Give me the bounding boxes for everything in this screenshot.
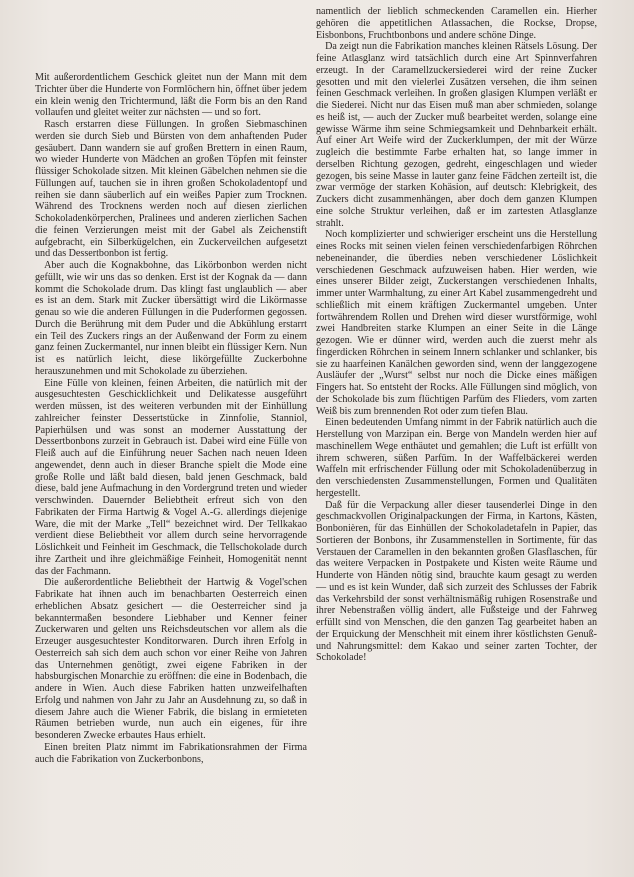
paragraph: Die außerordentliche Beliebtheit der Hartwig & Vogel'schen Fabrikate hat ihnen auch im benachbarten Oesterreich einen erheblichen Absatz gesichert — die Oesterreicher sind ja bekanntermaßen besondere Liebhaber und Kenner feiner Zuckerwaren und gelten uns Reichsdeutschen vor allem als die Erzeuger ausgesuchtester Konditorwaren. Durch ihren Erfolg in Oesterreich sah sich dem auch schon vor einer Reihe von Jahren das Unternehmen genötigt, zwei eigene Fabriken in der habsburgischen Monarchie zu eröffnen: die eine in Bodenbach, die andere in Wien. Auch diese Fabriken hatten unzweifelhaften Erfolg und nahmen von Jahr zu Jahr an Ausdehnung zu, so daß in diesem Jahre auch die Wiener Fabrik, die bislang in ermieteten Räumen betrieben wurde, nun auch ein eigenes, für ihre besonderen Zwecke erbautes Haus erhielt. (35, 577, 307, 741)
paragraph: namentlich der lieblich schmeckenden Caramellen ein. Hierher gehören die appetitlichen Atlassachen, die Rockse, Dropse, Eisbonbons, Fruchtbonbons und andere schöne Dinge. (316, 6, 597, 41)
text-column-right (316, 0, 597, 664)
paragraph: Mit außerordentlichem Geschick gleitet nun der Mann mit dem Trichter über die Hunderte von Formlöchern hin, öffnet über jedem ein klein wenig den Trichtermund, läßt die Form bis an den Rand vollaufen und gleitet weiter zur nächsten — und so fort. (35, 72, 307, 119)
paragraph: Eine Fülle von kleinen, feinen Arbeiten, die natürlich mit der ausgesuchtesten Geschicklichkeit und Delikatesse ausgeführt werden müssen, ist des weiteren verbunden mit der Einhüllung zahlreicher feinster Dessertstücke in Zinnfolie, Stanniol, Papierhülsen und was sonst an moderner Ausstattung der Dessertbonbons zurzeit in Gebrauch ist. Dabei wird eine Fülle von Fleiß auch auf die Einführung neuer Sachen nach neuen Ideen angewendet, denn auch in dieser Branche spielt die Mode eine große Rolle und läßt bald diesen, bald jenen Geschmack, bald diese, bald jene Aufmachung in den Vordergrund treten und wieder verschwinden. Dauernder Beliebtheit erfreut sich von den Fabrikaten der Firma Hartwig & Vogel A.-G. allerdings diejenige Ware, die mit der Marke „Tell“ bezeichnet wird. Der Tellkakao verdient diese Beliebtheit vor allem durch seine hervorragende Löslichkeit und Feinheit im Geschmack, die Tellschokolade durch ihre Zartheit und ihre gleichmäßige Feinheit, Homogenität nennt das der Fachmann. (35, 377, 307, 577)
paragraph: Rasch erstarren diese Füllungen. In großen Siebmaschinen werden sie durch Sieb und Bürsten von dem anhaftenden Puder gesäubert. Dann wandern sie auf großen Brettern in einen Raum, wo wieder Hunderte von Mädchen an großen Töpfen mit feinster flüssiger Schokolade sitzen. Mit kleinen Gäbelchen nehmen sie die Füllungen auf, tauchen sie in ihren großen Schokoladentopf und reihen sie dann säuberlich auf ein weißes Papier zum Trocknen. Während des Trocknens werden noch auf diesen zierlichen Schokoladenkörperchen, Pralinees und anderen zierlichen Sachen die feinen Verzierungen meist mit der Gabel als Zeichenstift aufgebracht, ein Silberkügelchen, ein Zuckerveilchen aufgesetzt und das Dessertbonbon ist fertig. (35, 119, 307, 260)
text-column-left (35, 0, 307, 765)
paragraph: Aber auch die Kognakbohne, das Likörbonbon werden nicht gefüllt, wie wir uns das so denken. Erst ist der Kognak da — dann kommt die Schokolade drum. Das klingt fast unglaublich — aber es ist an dem. Stark mit Zucker übersättigt wird die Likörmasse genau so wie die anderen Füllungen in die Puderformen gegossen. Durch die Berührung mit dem Puder und die Abkühlung erstarrt ein Teil des Zuckers rings an der Außenwand der Form zu einem ganz feinen Zuckermantel, nur innen bleibt ein flüssiger Kern. Nun ist es natürlich leicht, diese likörgefüllte Zuckerbohne herauszunehmen und mit Schokolade zu überziehen. (35, 260, 307, 377)
paragraph: Noch komplizierter und schwieriger erscheint uns die Herstellung eines Rocks mit seinen vielen feinen verschiedenfarbigen Röhrchen nebeneinander, die überdies neben verschiedener Löslichkeit verschiedenen Geschmack aufzuweisen haben. Hier werden, wie eines unserer Bilder zeigt, Zuckerstangen verschiedenen Inhalts, immer unter Warmhaltung, zu einer Art Kabel zusammengedreht und schließlich mit einem kräftigen Zuckermantel umgeben. Unter fortwährendem Rollen und Drehen wird dieser wurstförmige, wohl zwei Handbreiten starke Klumpen an einer Seite in die Länge gezogen. Wie er dünner wird, werden auch die zuerst mehr als fingerdicken Röhrchen in seinem Innern schlanker und schlanker, bis sie zu haarfeinen Kanälchen geworden sind, wenn der langgezogene Ausläufer der „Wurst“ selbst nur noch die Dicke eines mäßigen Fingers hat. So entsteht der Rocks. Alle Füllungen sind möglich, von der Schokolade bis zum flüchtigen Parfüm des Flieders, vom zarten Weiß bis zum brennenden Rot oder zum tiefen Blau. (316, 229, 597, 417)
paragraph: Daß für die Verpackung aller dieser tausenderlei Dinge in den geschmackvollen Originalpackungen der Firma, in Kartons, Kästen, Bonbonièren, für das Einhüllen der Schokoladetafeln in Papier, das Sortieren der Bonbons, ihr Zusammenstellen in Sortimente, für das Verstauen der Caramellen in den bekannten großen Glasflaschen, für das weitere Verpacken in Postpakete und Kisten weite Räume und Hunderte von Händen nötig sind, brauchte kaum gesagt zu werden — und es ist kein Wunder, daß sich zurzeit des Schlusses der Fabrik das Verkehrsbild der sonst verhältnismäßig ruhigen Rosenstraße und ihrer Nebenstraßen völlig ändert, alle Fußsteige und der Fahrweg erfüllt sind von Menschen, die den ganzen Tag gearbeitet haben an der Erquickung der Menschheit mit einem ihrer köstlichsten Genuß- und Nahrungsmittel: dem Kakao und seiner zarten Tochter, der Schokolade! (316, 499, 597, 664)
paragraph: Da zeigt nun die Fabrikation manches kleinen Rätsels Lösung. Der feine Atlasglanz wird tatsächlich durch eine Art Spinnverfahren erzeugt. In der Caramellzuckersiederei wird der reine Zucker gesotten und mit den vielerlei Zusätzen versehen, die ihm seinen feinen Geschmack verleihen. In großen glasigen Klumpen verläßt er die Siederei. Nicht nur das Eisen muß man aber schmieden, solange es heiß ist, — auch der Zucker muß bearbeitet werden, solange eine gewisse Wärme ihm seine Schmiegsamkeit und Dehnbarkeit erhält. Auf einer Art Weife wird der Zuckerklumpen, der mit der Würze zugleich die bestimmte Farbe erhalten hat, so lange immer in derselben Richtung gezogen, gedreht, eingeschlagen und wieder gezogen, bis seine Masse in lauter ganz feine Fädchen zerteilt ist, die zwar vermöge der starken Kohäsion, auf deutsch: Klebrigkeit, des Zuckers dicht zusammenhängen, aber doch dem ganzen Klumpen eine solche Struktur verleihen, daß er im zartesten Atlasglanze strahlt. (316, 41, 597, 229)
paragraph: Einen breiten Platz nimmt im Fabrikationsrahmen der Firma auch die Fabrikation von Zuckerbonbons, (35, 741, 307, 765)
paragraph: Einen bedeutenden Umfang nimmt in der Fabrik natürlich auch die Herstellung von Marzipan ein. Berge von Mandeln werden hier auf maschinellem Wege enthäutet und gemahlen; die Luft ist erfüllt von ihrem schweren, süßen Parfüm. In der Waffelbäckerei werden Waffeln mit erfrischender Füllung oder mit Schokoladenüberzug in den verschiedensten Zusammenstellungen, Formen und Qualitäten hergestellt. (316, 417, 597, 499)
